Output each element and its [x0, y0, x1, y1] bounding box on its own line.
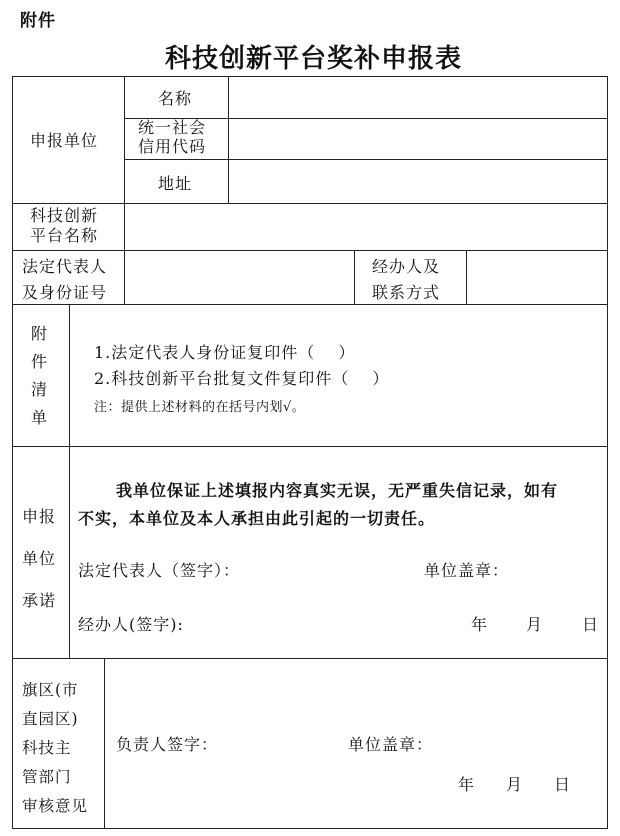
legal-rep-label: [22, 254, 107, 306]
handler-contact-label: [372, 254, 440, 306]
handler-signature-label: 经办人(签字):: [78, 615, 184, 634]
platform-name-label-line2: 平台名称: [30, 226, 99, 245]
attachment-note: 注：提供上述材料的在括号内划√。: [94, 400, 306, 415]
platform-name-field[interactable]: [125, 204, 607, 250]
review-label-line: 科技主: [22, 739, 72, 757]
review-seal-label: 单位盖章：: [348, 735, 434, 754]
platform-name-label-line1: 科技创新: [30, 206, 99, 225]
handler-contact-label-line2: 联系方式: [372, 283, 441, 302]
platform-name-label: [30, 206, 98, 246]
attachments-label-char: 附: [31, 324, 49, 343]
address-field[interactable]: [229, 160, 607, 203]
attachment-item-2: 2.科技创新平台批复文件复印件（ ）: [94, 369, 390, 388]
responsible-signature-label: 负责人签字：: [116, 735, 219, 754]
attachment-item-1: 1.法定代表人身份证复印件（ ）: [94, 343, 356, 362]
credit-code-label-line2: 信用代码: [138, 137, 207, 156]
applicant-section-label: 申报单位: [30, 131, 99, 150]
date-day-label: 日: [582, 615, 600, 634]
legal-rep-field[interactable]: [125, 251, 354, 304]
attachments-label-char: 单: [31, 408, 49, 427]
commitment-section-label: [22, 496, 56, 622]
review-label-line: 直园区): [22, 710, 79, 728]
credit-code-label: [138, 118, 206, 156]
review-label-line: 旗区(市: [22, 681, 79, 699]
date-month-label: 月: [526, 615, 544, 634]
address-label: 地址: [158, 174, 193, 193]
page-title: 科技创新平台奖补申报表: [165, 44, 463, 74]
review-label-line: 审核意见: [22, 797, 89, 815]
attachments-label-char: 清: [31, 380, 49, 399]
handler-contact-field[interactable]: [467, 251, 607, 304]
attachments-section-label: [31, 320, 48, 432]
legal-rep-label-line2: 及身份证号: [22, 283, 108, 302]
credit-code-label-line1: 统一社会: [138, 118, 207, 137]
name-label: 名称: [158, 89, 193, 108]
attachment-label: 附件: [20, 11, 56, 31]
name-field[interactable]: [229, 77, 607, 118]
review-section-label: [22, 676, 88, 821]
attachments-label-char: 件: [31, 352, 49, 371]
commitment-label-line: 申报: [22, 507, 57, 526]
review-year-label: 年: [458, 775, 476, 794]
commitment-label-line: 承诺: [22, 591, 57, 610]
legal-rep-signature-label: 法定代表人（签字）：: [78, 561, 241, 580]
review-label-line: 管部门: [22, 768, 72, 786]
commitment-text-line2: 不实，本单位及本人承担由此引起的一切责任。: [78, 509, 436, 528]
commitment-label-line: 单位: [22, 549, 57, 568]
unit-seal-label: 单位盖章：: [424, 561, 510, 580]
commitment-text-line1: 我单位保证上述填报内容真实无误，无严重失信记录，如有: [116, 481, 559, 500]
handler-contact-label-line1: 经办人及: [372, 257, 441, 276]
legal-rep-label-line1: 法定代表人: [22, 257, 108, 276]
review-day-label: 日: [554, 775, 572, 794]
credit-code-field[interactable]: [229, 119, 607, 159]
date-year-label: 年: [471, 615, 489, 634]
review-month-label: 月: [506, 775, 524, 794]
